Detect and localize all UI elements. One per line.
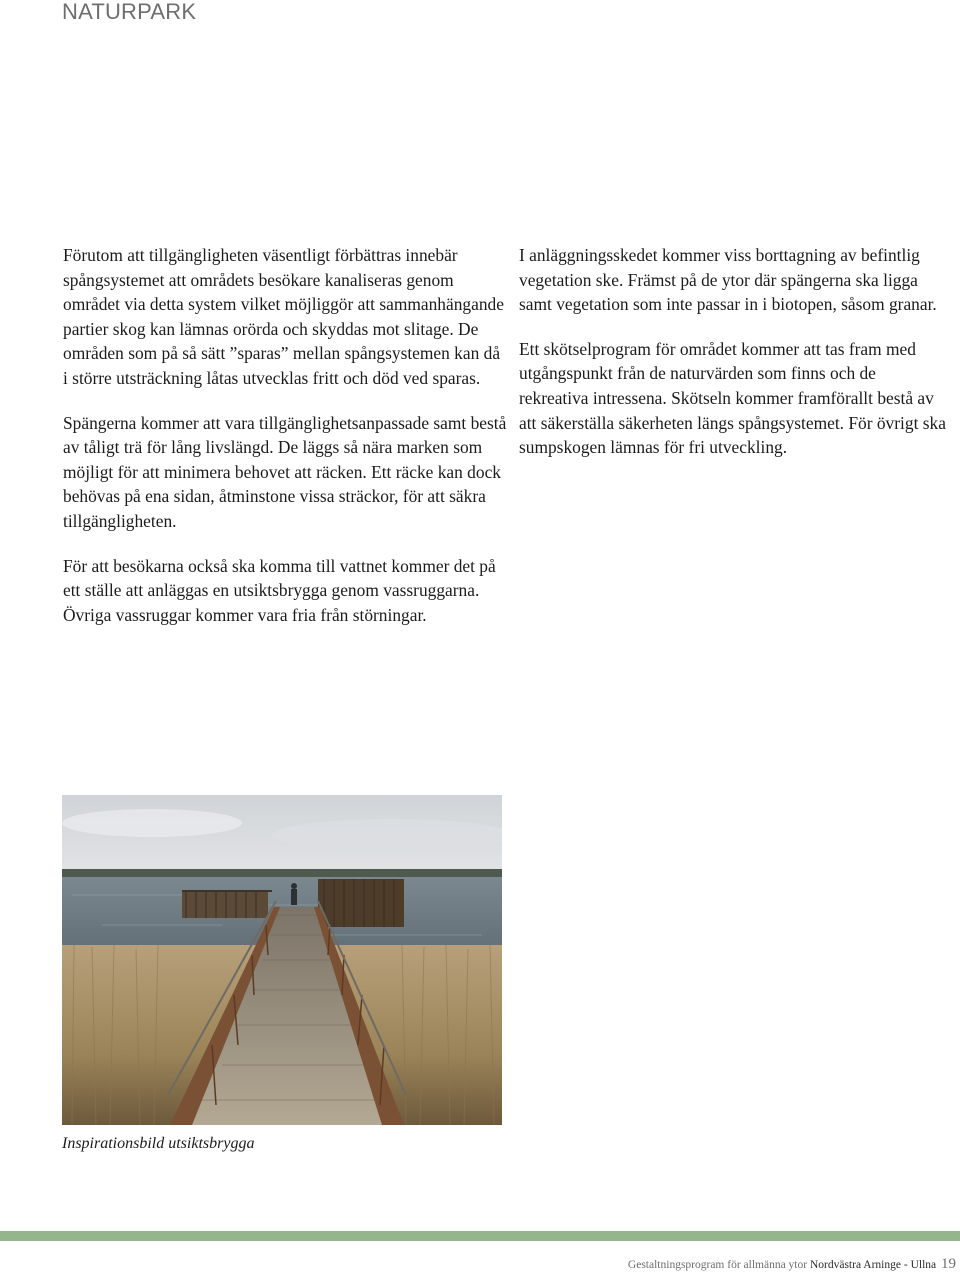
paragraph: Förutom att tillgängligheten väsentligt förbättras innebär spångsystemet att områdets besökare kanaliseras genom området via detta system vilket möjliggör att sammanhängande partier skog kan lämnas orörda och skyddas mot slitage. De områden som på så sätt ”sparas” mellan spångsystemen kan då i större utsträckning låtas utvecklas fritt och död ved sparas. xyxy=(63,245,504,388)
page-number: 19 xyxy=(941,1256,956,1272)
paragraph: Spängerna kommer att vara tillgänglighetsanpassade samt bestå av tåligt trä för lång livslängd. De läggs så nära marken som möjligt för att minimera behovet att räcken. Ett räcke kan dock behövas på ena sidan, åtminstone vissa sträckor, för att säkra tillgängligheten. xyxy=(63,412,507,531)
page-footer xyxy=(628,1256,956,1273)
paragraph: I anläggningsskedet kommer viss borttagning av befintlig vegetation ske. Främst på de ytor där spängerna ska ligga samt vegetation som inte passar in i biotopen, såsom granar. xyxy=(519,245,937,315)
right-text-column xyxy=(519,243,949,480)
figure-caption: Inspirationsbild utsiktsbrygga xyxy=(62,1135,255,1152)
footer-doc-title: Gestaltningsprogram för allmänna ytor xyxy=(627,1259,808,1271)
section-title: NATURPARK xyxy=(62,0,197,24)
footer-bar xyxy=(0,1231,960,1241)
paragraph: För att besökarna också ska komma till vattnet kommer det på ett ställe att anläggas en utsiktsbrygga genom vassruggarna. Övriga vassruggar kommer vara fria från störningar. xyxy=(63,555,496,625)
paragraph: Ett skötselprogram för området kommer att tas fram med utgångspunkt från de naturvärden som finns och de rekreativa intressena. Skötseln kommer framförallt bestå av att säkerställa säkerheten längs spångsystemet. För övrigt ska sumpskogen lämnas för fri utveckling. xyxy=(519,338,946,458)
pier-photo xyxy=(62,795,502,1125)
footer-location: Nordvästra Arninge - Ullna xyxy=(809,1259,937,1271)
left-text-column xyxy=(63,243,508,647)
